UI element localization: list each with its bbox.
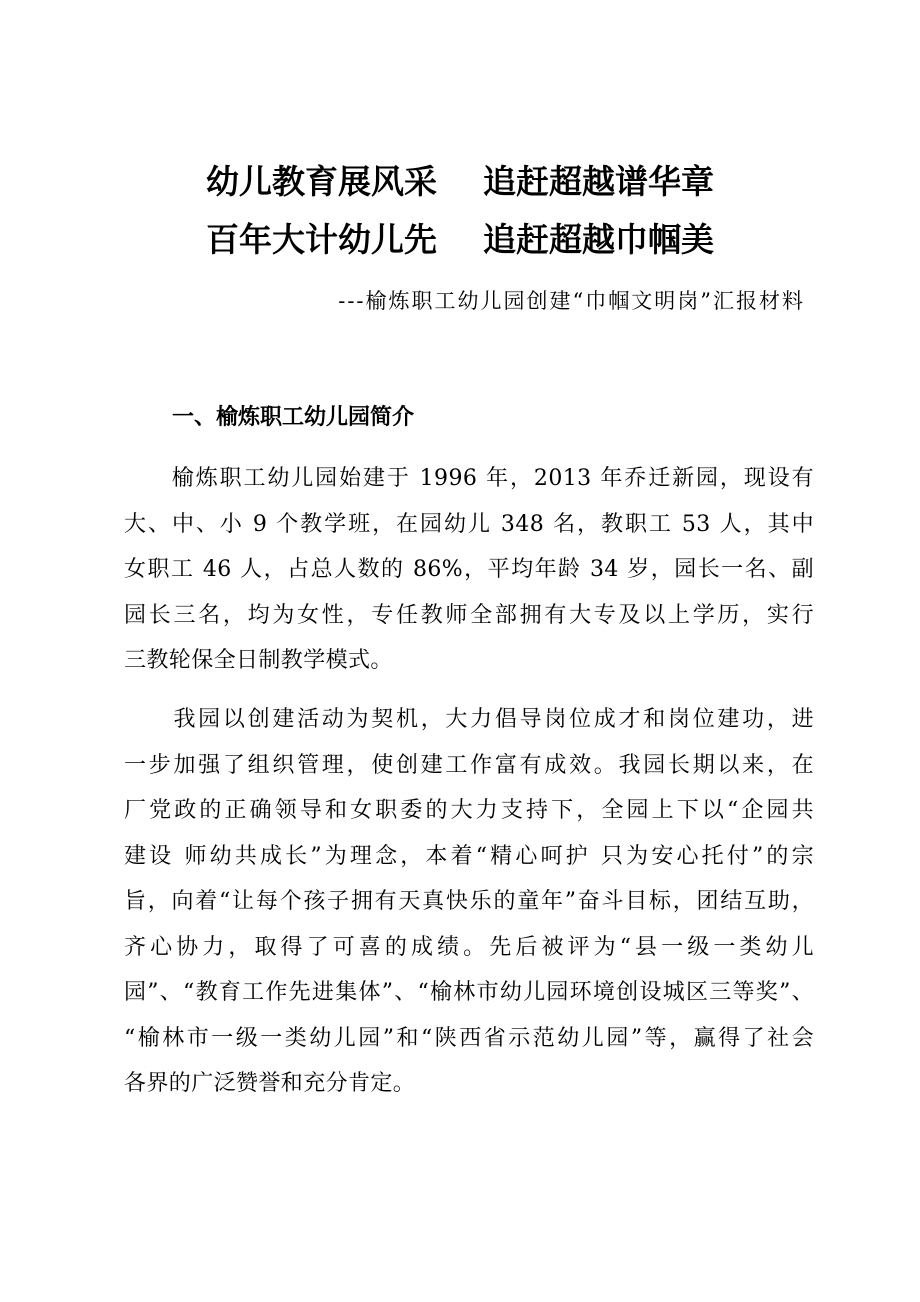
paragraph-line: 齐心协力，取得了可喜的成绩。先后被评为“县一级一类幼儿 [124, 934, 814, 960]
paragraph-2 [124, 697, 814, 1107]
paragraph-line: 大、中、小 9 个教学班，在园幼儿 348 名，教职工 53 人，其中 [124, 511, 814, 537]
title-line-2: 百年大计幼儿先 追赶超越巾帼美 [206, 220, 714, 259]
paragraph-line: 园”、“教育工作先进集体”、“榆林市幼儿园环境创设城区三等奖”、 [124, 980, 814, 1005]
paragraph-line: 厂党政的正确领导和女职委的大力支持下，全园上下以“企园共 [124, 798, 814, 823]
paragraph-1 [124, 456, 814, 684]
paragraph-line: 我园以创建活动为契机，大力倡导岗位成才和岗位建功，进 [124, 707, 814, 732]
title-line-1: 幼儿教育展风采 追赶超越谱华章 [206, 162, 714, 201]
section-heading: 一、榆炼职工幼儿园简介 [172, 405, 415, 430]
subtitle: ---榆炼职工幼儿园创建“巾帼文明岗”汇报材料 [338, 289, 805, 313]
paragraph-line: 旨，向着“让每个孩子拥有天真快乐的童年”奋斗目标，团结互助， [124, 889, 814, 914]
paragraph-line: 各界的广泛赞誉和充分肯定。 [124, 1071, 416, 1096]
paragraph-line: 一步加强了组织管理，使创建工作富有成效。我园长期以来，在 [124, 752, 814, 778]
paragraph-line: “榆林市一级一类幼儿园”和“陕西省示范幼儿园”等，赢得了社会 [124, 1025, 814, 1051]
paragraph-line: 三教轮保全日制教学模式。 [124, 648, 393, 673]
paragraph-line: 园长三名，均为女性，专任教师全部拥有大专及以上学历，实行 [124, 602, 814, 628]
paragraph-line: 建设 师幼共成长”为理念，本着“精心呵护 只为安心托付”的宗 [124, 843, 814, 869]
paragraph-line: 榆炼职工幼儿园始建于 1996 年，2013 年乔迁新园，现设有 [124, 466, 814, 491]
paragraph-line: 女职工 46 人，占总人数的 86%，平均年龄 34 岁，园长一名、副 [124, 557, 814, 582]
